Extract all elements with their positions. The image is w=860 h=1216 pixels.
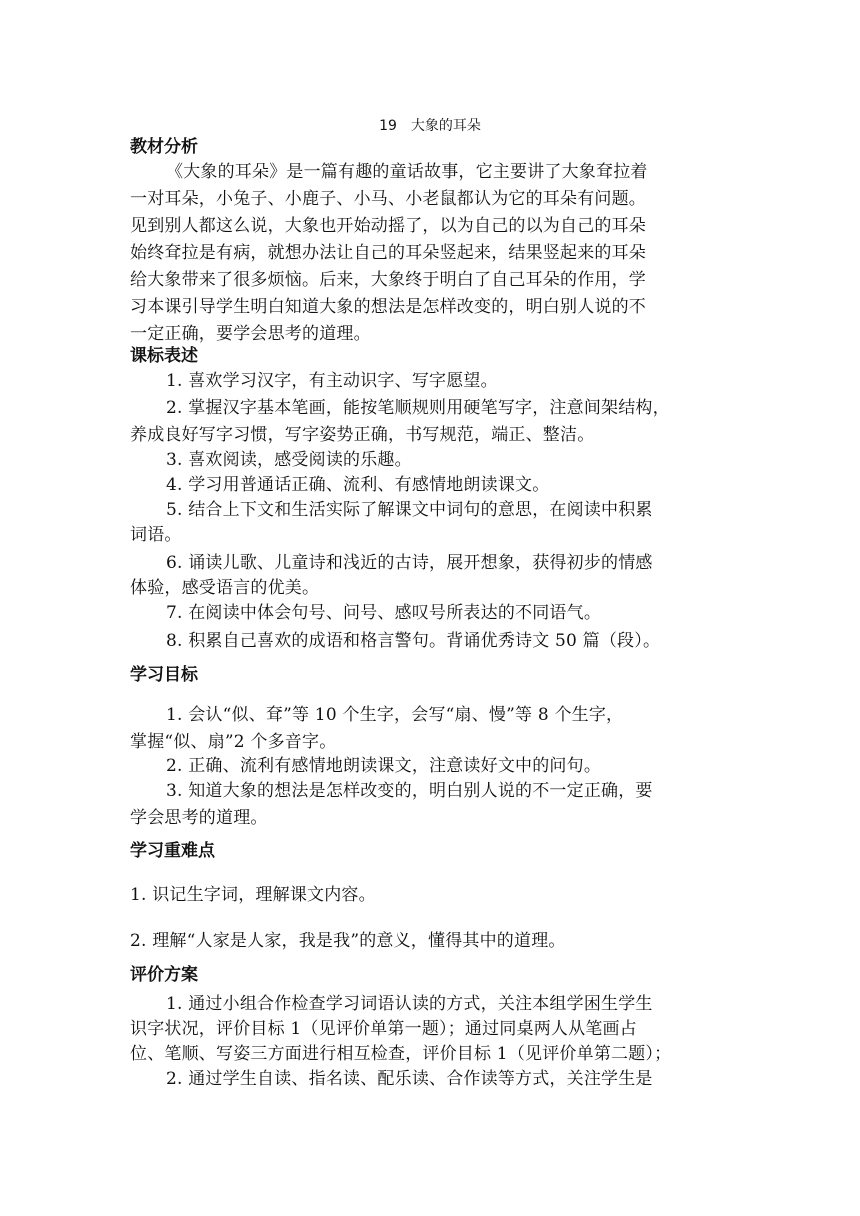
analysis-line: 给大象带来了很多烦恼。后来，大象终于明白了自己耳朵的作用，学 bbox=[130, 270, 646, 290]
standards-line: 体验，感受语言的优美。 bbox=[130, 578, 320, 598]
evaluation-line: 位、笔顺、写姿三方面进行相互检查，评价目标 1（见评价单第二题）； bbox=[130, 1044, 672, 1064]
goals-line: 掌握“似、扇”2 个多音字。 bbox=[130, 732, 337, 752]
analysis-line: 见到别人都这么说，大象也开始动摇了，以为自己的以为自己的耳朵 bbox=[130, 216, 646, 236]
goals-line: 1. 会认“似、耷”等 10 个生字，会写“扇、慢”等 8 个生字， bbox=[166, 705, 624, 725]
analysis-line: 习本课引导学生明白知道大象的想法是怎样改变的，明白别人说的不 bbox=[130, 297, 646, 317]
standards-line: 2. 掌握汉字基本笔画，能按笔顺规则用硬笔写字，注意间架结构， bbox=[166, 398, 670, 418]
standards-line: 8. 积累自己喜欢的成语和格言警句。背诵优秀诗文 50 篇（段）。 bbox=[166, 631, 661, 651]
standards-line: 6. 诵读儿歌、儿童诗和浅近的古诗，展开想象，获得初步的情感 bbox=[166, 553, 653, 573]
standards-line: 3. 喜欢阅读，感受阅读的乐趣。 bbox=[166, 450, 412, 470]
analysis-line: 一对耳朵，小兔子、小鹿子、小马、小老鼠都认为它的耳朵有问题。 bbox=[130, 189, 646, 209]
standards-line: 1. 喜欢学习汉字，有主动识字、写字愿望。 bbox=[166, 371, 498, 391]
standards-line: 4. 学习用普通话正确、流利、有感情地朗读课文。 bbox=[166, 475, 550, 495]
analysis-line: 一定正确，要学会思考的道理。 bbox=[130, 324, 371, 344]
standards-line: 词语。 bbox=[130, 525, 182, 545]
standards-line: 7. 在阅读中体会句号、问号、感叹号所表达的不同语气。 bbox=[166, 603, 602, 623]
evaluation-line: 1. 通过小组合作检查学习词语认读的方式，关注本组学困生学生 bbox=[166, 994, 653, 1014]
goals-line: 3. 知道大象的想法是怎样改变的，明白别人说的不一定正确，要 bbox=[166, 781, 653, 801]
evaluation-line: 2. 通过学生自读、指名读、配乐读、合作读等方式，关注学生是 bbox=[166, 1069, 653, 1089]
goals-line: 学会思考的道理。 bbox=[130, 808, 268, 828]
standards-line: 养成良好写字习惯，写字姿势正确，书写规范，端正、整洁。 bbox=[130, 425, 595, 445]
heading-key-difficulties: 学习重难点 bbox=[130, 841, 215, 861]
analysis-line: 《大象的耳朵》是一篇有趣的童话故事，它主要讲了大象耷拉着 bbox=[166, 162, 648, 182]
heading-textbook-analysis: 教材分析 bbox=[130, 137, 198, 157]
key-point-line: 1. 识记生字词，理解课文内容。 bbox=[130, 885, 376, 905]
heading-learning-goals: 学习目标 bbox=[130, 665, 198, 685]
standards-line: 5. 结合上下文和生活实际了解课文中词句的意思，在阅读中积累 bbox=[166, 500, 653, 520]
goals-line: 2. 正确、流利有感情地朗读课文，注意读好文中的问句。 bbox=[166, 756, 602, 776]
analysis-line: 始终耷拉是有病，就想办法让自己的耳朵竖起来，结果竖起来的耳朵 bbox=[130, 243, 646, 263]
heading-curriculum-standards: 课标表述 bbox=[130, 346, 198, 366]
document-title: 19 大象的耳朵 bbox=[379, 118, 481, 134]
heading-evaluation-plan: 评价方案 bbox=[130, 965, 198, 985]
key-point-line: 2. 理解“人家是人家，我是我”的意义，懂得其中的道理。 bbox=[130, 931, 566, 951]
evaluation-line: 识字状况，评价目标 1（见评价单第一题）；通过同桌两人从笔画占 bbox=[130, 1019, 637, 1039]
